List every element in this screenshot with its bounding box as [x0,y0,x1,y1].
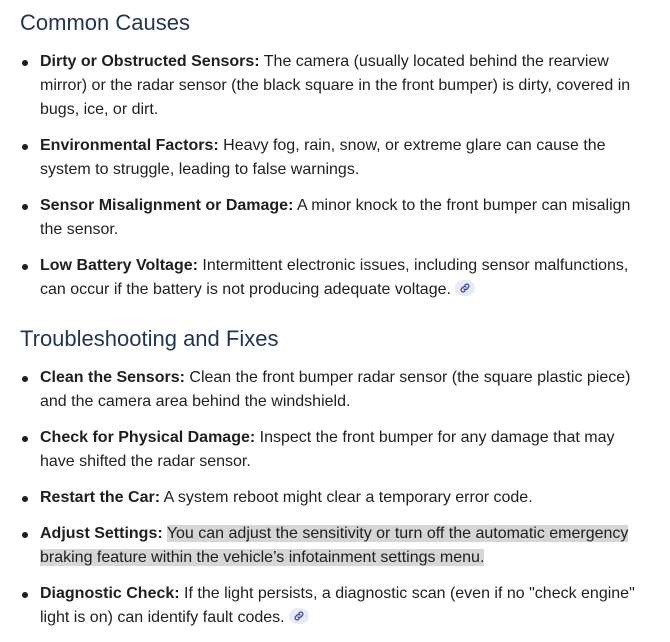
list-item [20,134,650,182]
item-term: Low Battery Voltage: [40,257,198,274]
item-term: Sensor Misalignment or Damage: [40,197,294,214]
item-text: A minor knock to the front bumper can misalign the sensor. [40,197,631,238]
item-term: Restart the Car: [40,489,161,506]
section-heading-troubleshooting: Troubleshooting and Fixes [20,326,279,351]
item-term: Environmental Factors: [40,137,219,154]
highlighted-text: You can adjust the sensitivity or turn off the automatic emergency braking feature within the vehicle’s infotainment settings menu. [40,525,629,566]
item-term: Dirty or Obstructed Sensors: [40,53,260,70]
item-text: If the light persists, a diagnostic scan (even if no "check engine" light is on) can identify fault codes. [40,585,635,626]
item-text: Heavy fog, rain, snow, or extreme glare can cause the system to struggle, leading to false warnings. [40,137,606,178]
source-link-button[interactable] [455,280,475,296]
list-item [20,486,650,510]
item-text: The camera (usually located behind the rearview mirror) or the radar sensor (the black square in the front bumper) is dirty, covered in bugs, ice, or dirt. [40,53,631,118]
list-item [20,426,650,474]
item-term: Adjust Settings: [40,525,163,542]
item-text: Clean the front bumper radar sensor (the square plastic piece) and the camera area behind the windshield. [40,369,631,410]
common-causes-list [20,50,650,314]
list-item [20,50,650,122]
item-text: Intermittent electronic issues, including sensor malfunctions, can occur if the battery is not producing adequate voltage. [40,257,629,298]
list-item [20,254,650,302]
item-term: Diagnostic Check: [40,585,180,602]
link-icon [459,282,471,294]
item-text: Inspect the front bumper for any damage that may have shifted the radar sensor. [40,429,615,470]
list-item [20,582,650,630]
troubleshooting-list [20,366,650,642]
item-term: Clean the Sensors: [40,369,185,386]
list-item [20,522,650,570]
list-item [20,194,650,242]
section-heading-common-causes: Common Causes [20,10,190,35]
item-text: A system reboot might clear a temporary error code. [160,489,533,506]
item-term: Check for Physical Damage: [40,429,256,446]
source-link-button[interactable] [289,608,309,624]
link-icon [293,610,305,622]
list-item [20,366,650,414]
